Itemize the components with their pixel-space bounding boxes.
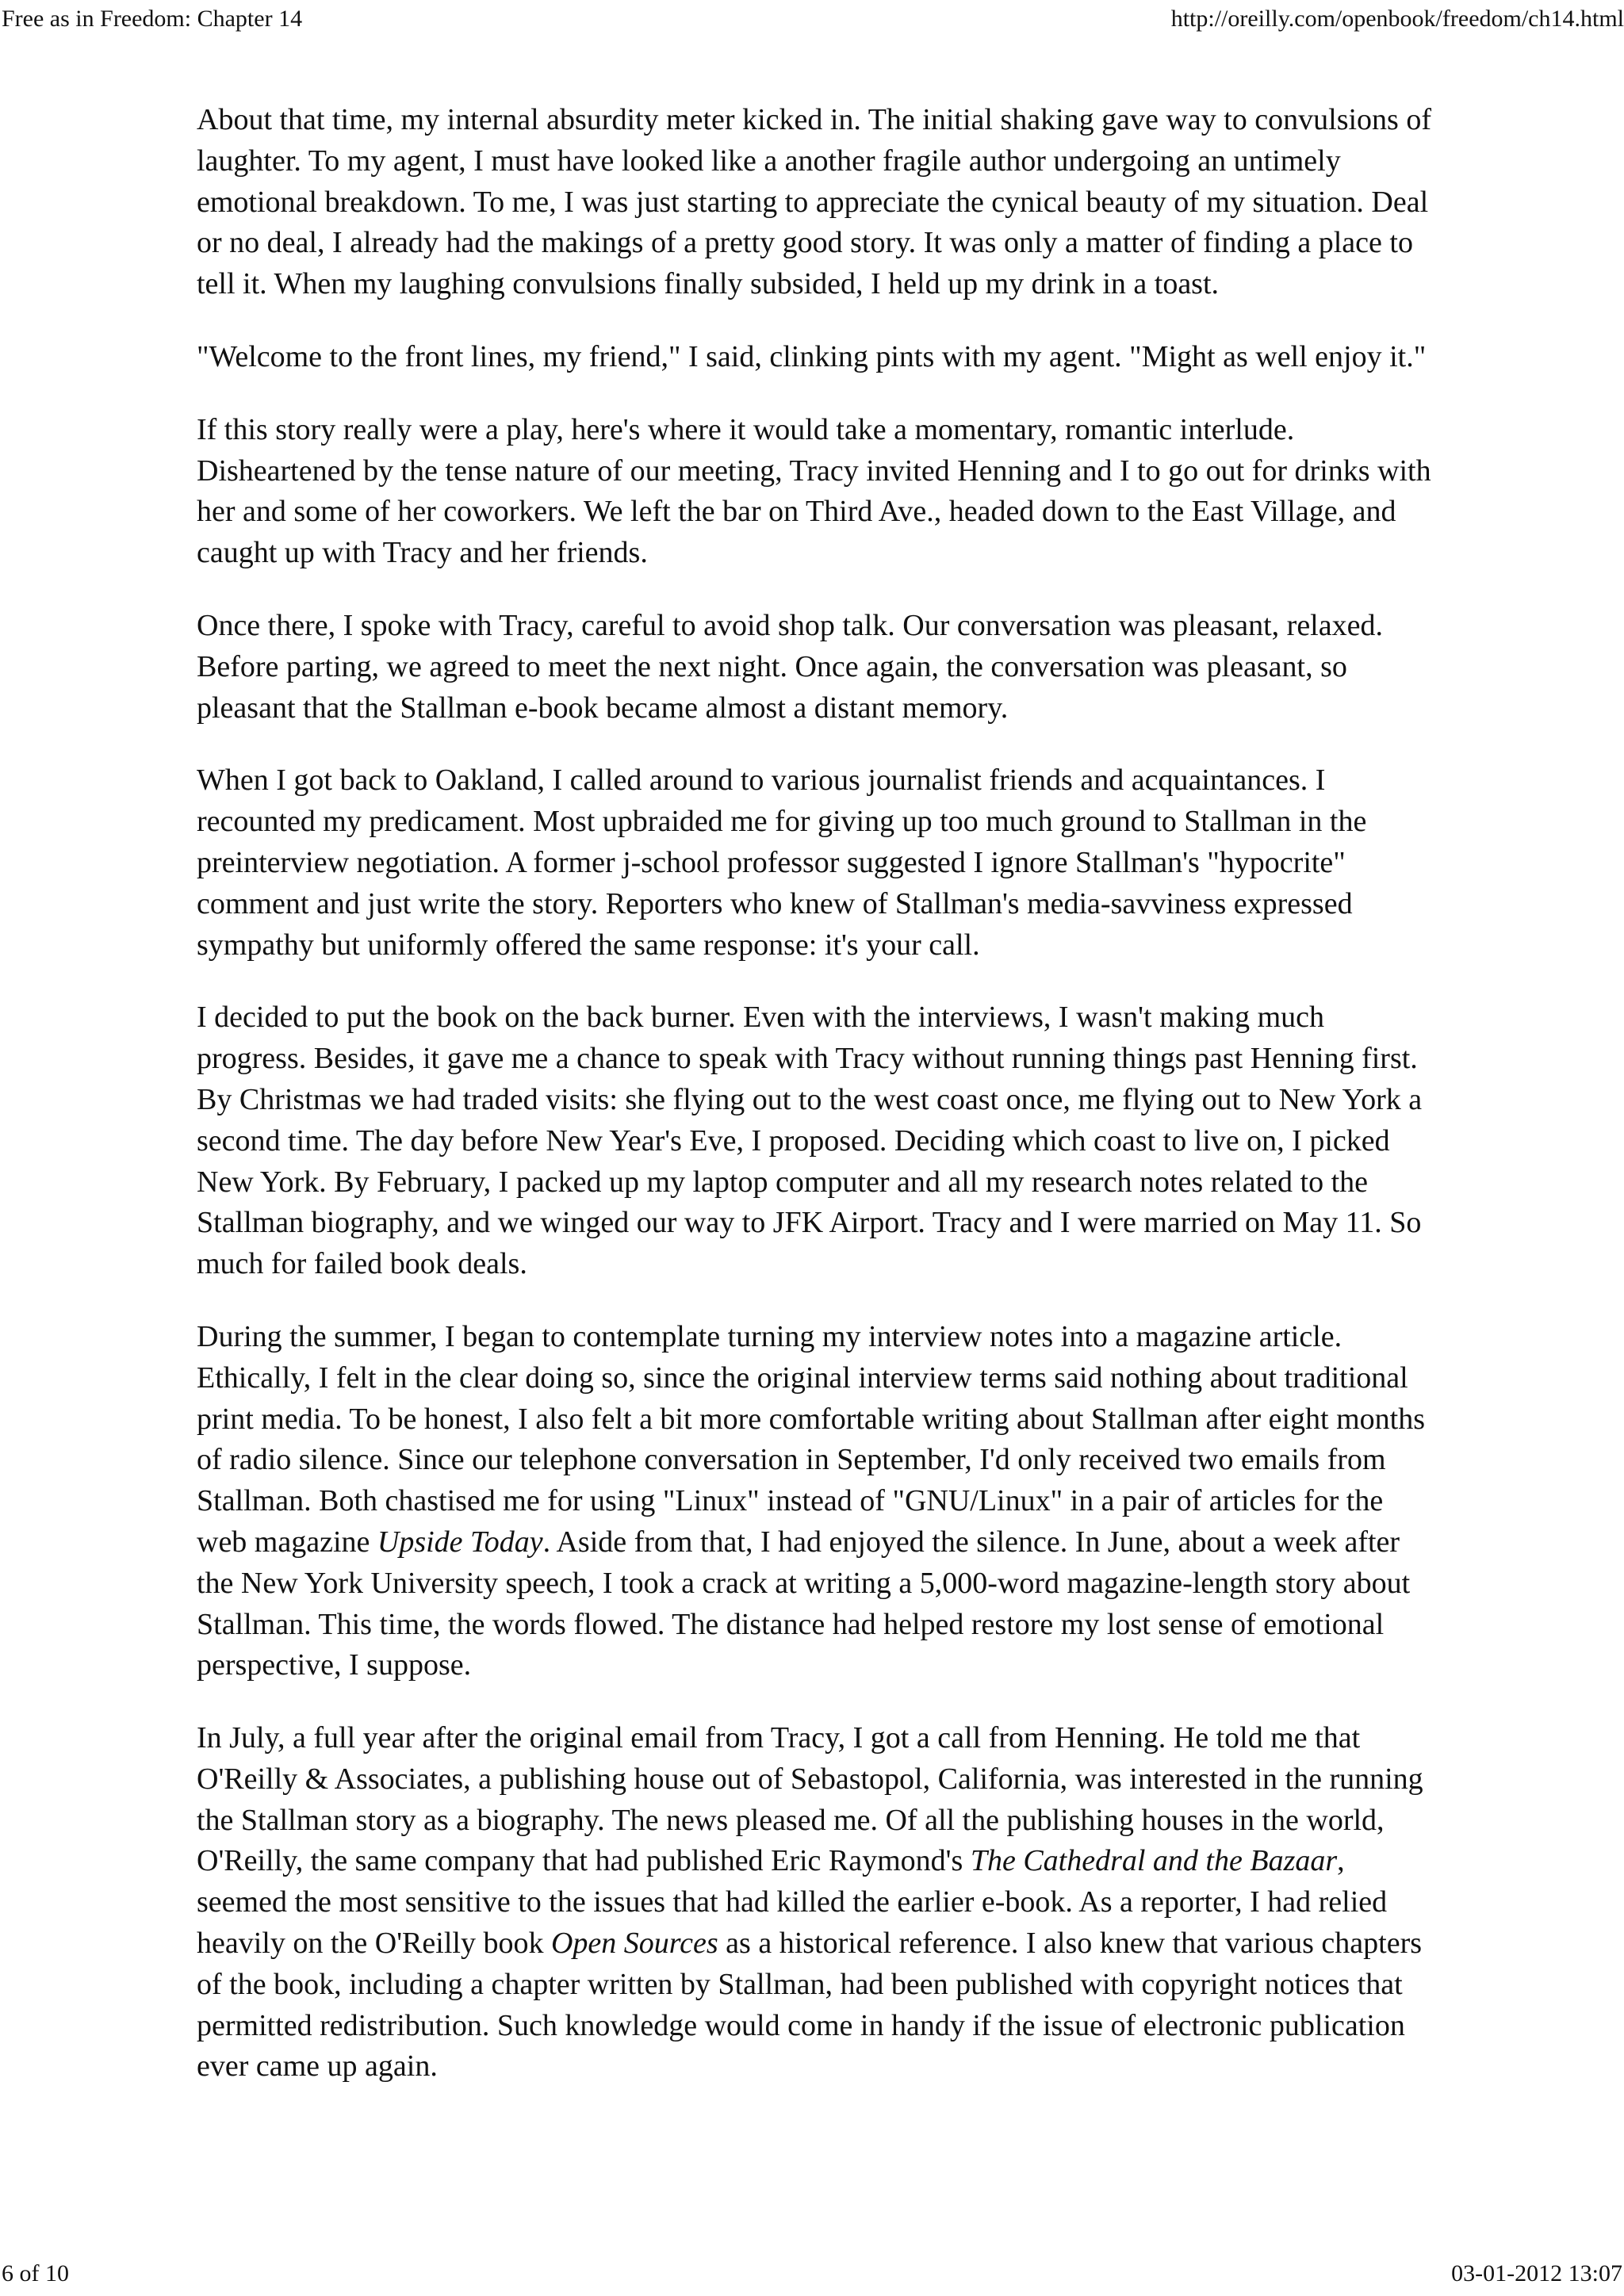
paragraph (197, 1718, 1434, 2087)
paragraph-text: Once there, I spoke with Tracy, careful to avoid shop talk. Our conversation was pleasant, relaxed. Before parting, we agreed to meet the next night. Once again, the conversation was pleasant, so pleasant that the Stallman e-book became almost a distant memory. (197, 608, 1383, 725)
paragraph (197, 1317, 1434, 1686)
book-title: Open Sources (550, 1927, 718, 1961)
paragraph (197, 410, 1434, 574)
paragraph-text: In July, a full year after the original email from Tracy, I got a call from Henning. He told me that O'Reilly & Associates, a publishing house out of Sebastopol, California, was interested in the running the Stallman story as a biography. The news pleased me. Of all the publishing houses in the world, O'Reilly, the same company that had published Eric Raymond's (197, 1721, 1423, 1878)
page-footer (0, 2258, 1624, 2290)
paragraph-text: . Aside from that, I had enjoyed the silence. In June, about a week after the New York University speech, I took a crack at writing a 5,000-word magazine-length story about Stallman. This time, the words flowed. The distance had helped restore my lost sense of emotional perspective, I suppose. (197, 1525, 1411, 1682)
paragraph-text: , seemed the most sensitive to the issues that had killed the earlier e-book. As a reporter, I had relied heavily on the O'Reilly book (197, 1844, 1388, 1961)
magazine-title: Upside Today (377, 1525, 543, 1559)
chapter-body (197, 100, 1434, 2119)
paragraph-text: as a historical reference. I also knew that various chapters of the book, including a chapter written by Stallman, had been published with copyright notices that permitted redistribution. Such knowledge would come in handy if the issue of electronic publication ever came up again. (197, 1927, 1423, 2084)
document-url: http://oreilly.com/openbook/freedom/ch14.html (1170, 6, 1624, 32)
document-title: Free as in Freedom: Chapter 14 (2, 6, 303, 32)
paragraph (197, 760, 1434, 966)
paragraph-text: During the summer, I began to contemplate turning my interview notes into a magazine article. Ethically, I felt in the clear doing so, since the original interview terms said nothing about traditional print media. To be honest, I also felt a bit more comfortable writing about Stallman after eight months of radio silence. Since our telephone conversation in September, I'd only received two emails from Stallman. Both chastised me for using "Linux" instead of "GNU/Linux" in a pair of articles for the web magazine (197, 1319, 1425, 1559)
paragraph (197, 606, 1434, 729)
print-datetime: 03-01-2012 13:07 (1451, 2260, 1622, 2286)
book-title: The Cathedral and the Bazaar (970, 1844, 1338, 1878)
page-header (0, 3, 1624, 35)
page-number: 6 of 10 (2, 2260, 69, 2286)
paragraph-text: If this story really were a play, here's where it would take a momentary, romantic interlude. Disheartened by the tense nature of our meeting, Tracy invited Henning and I to go out for drinks with her and some of her coworkers. We left the bar on Third Ave., headed down to the East Village, and caught up with Tracy and her friends. (197, 412, 1431, 570)
paragraph-text: I decided to put the book on the back burner. Even with the interviews, I wasn't making much progress. Besides, it gave me a chance to speak with Tracy without running things past Henning first. By Christmas we had traded visits: she flying out to the west coast once, me flying out to New York a second time. The day before New Year's Eve, I proposed. Deciding which coast to live on, I picked New York. By February, I packed up my laptop computer and all my research notes related to the Stallman biography, and we winged our way to JFK Airport. Tracy and I were married on May 11. So much for failed book deals. (197, 1001, 1423, 1281)
paragraph (197, 100, 1434, 305)
paragraph (197, 997, 1434, 1285)
paragraph-text: When I got back to Oakland, I called around to various journalist friends and acquaintances. I recounted my predicament. Most upbraided me for giving up too much ground to Stallman in the preinterview negotiation. A former j-school professor suggested I ignore Stallman's "hypocrite" comment and just write the story. Reporters who knew of Stallman's media-savviness expressed sympathy but uniformly offered the same response: it's your call. (197, 763, 1367, 962)
paragraph-text: "Welcome to the front lines, my friend," I said, clinking pints with my agent. "Might as well enjoy it." (197, 339, 1427, 373)
paragraph (197, 337, 1434, 378)
paragraph-text: About that time, my internal absurdity meter kicked in. The initial shaking gave way to convulsions of laughter. To my agent, I must have looked like a another fragile author undergoing an untimely emotional breakdown. To me, I was just starting to appreciate the cynical beauty of my situation. Deal or no deal, I already had the makings of a pretty good story. It was only a matter of finding a place to tell it. When my laughing convulsions finally subsided, I held up my drink in a toast. (197, 103, 1431, 301)
